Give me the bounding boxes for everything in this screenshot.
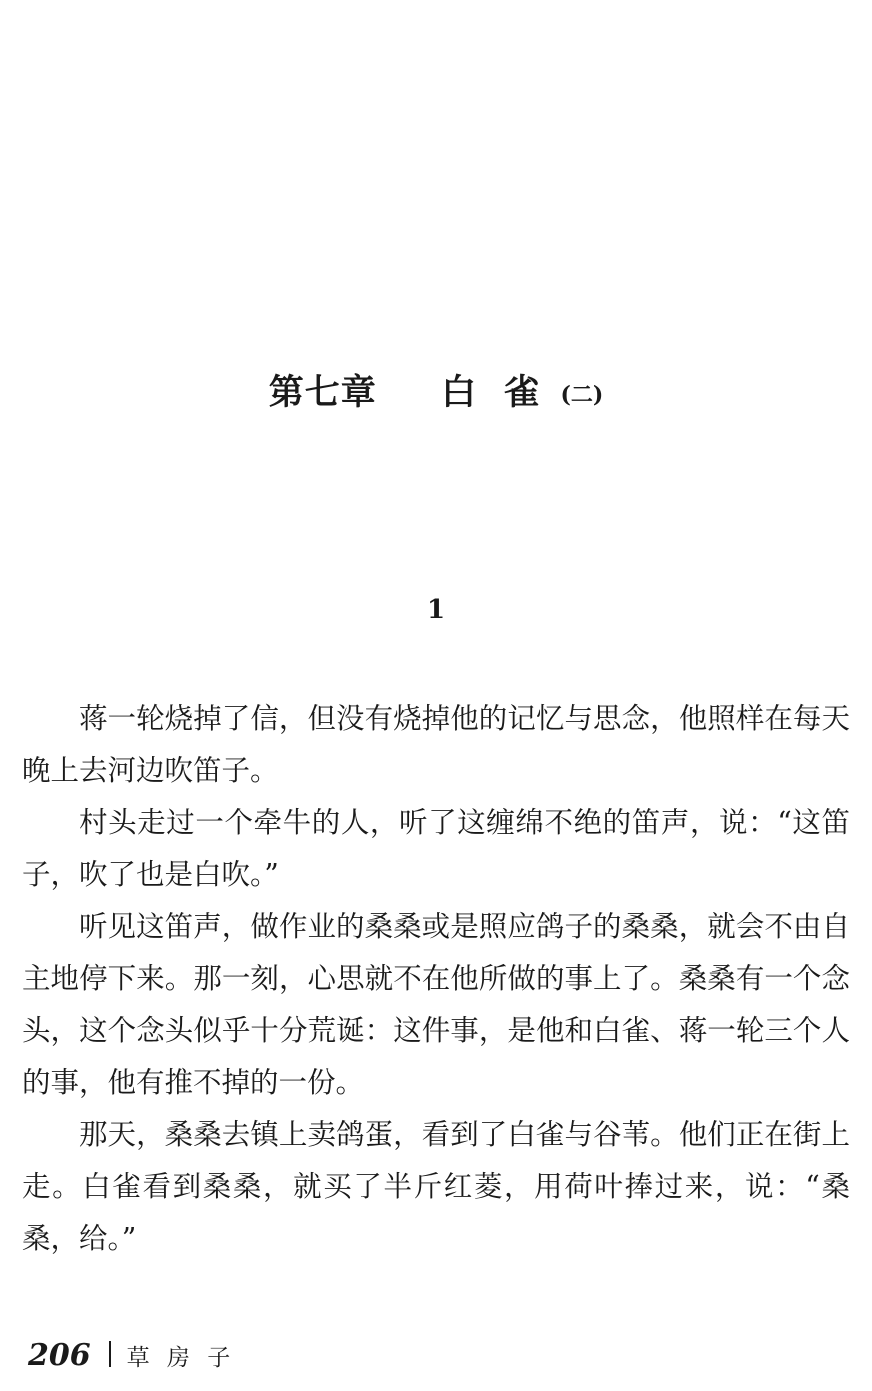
- chapter-number: 第七章: [268, 372, 377, 413]
- body-text: [22, 693, 850, 1265]
- paragraph: 蒋一轮烧掉了信，但没有烧掉他的记忆与思念，他照样在每天晚上去河边吹笛子。: [22, 702, 850, 787]
- footer-divider: [109, 1341, 111, 1367]
- page-footer: [28, 1338, 235, 1373]
- chapter-subtitle: (二): [560, 382, 604, 408]
- section-number: 1: [426, 595, 446, 625]
- paragraph: 听见这笛声，做作业的桑桑或是照应鸽子的桑桑，就会不由自主地停下来。那一刻，心思就不在他所做的事上了。桑桑有一个念头，这个念头似乎十分荒诞：这件事，是他和白雀、蒋一轮三个人的事，他有推不掉的一份。: [22, 910, 850, 1099]
- chapter-heading: [0, 372, 872, 414]
- chapter-title: 白 雀: [441, 372, 548, 413]
- paragraph: 那天，桑桑去镇上卖鸽蛋，看到了白雀与谷苇。他们正在街上走。白雀看到桑桑，就买了半斤红菱，用荷叶捧过来，说：“桑桑，给。”: [22, 1118, 850, 1255]
- page-number: 206: [28, 1338, 91, 1373]
- paragraph: 村头走过一个牵牛的人，听了这缠绵不绝的笛声，说：“这笛子，吹了也是白吹。”: [22, 806, 850, 891]
- book-title: 草 房 子: [126, 1345, 236, 1371]
